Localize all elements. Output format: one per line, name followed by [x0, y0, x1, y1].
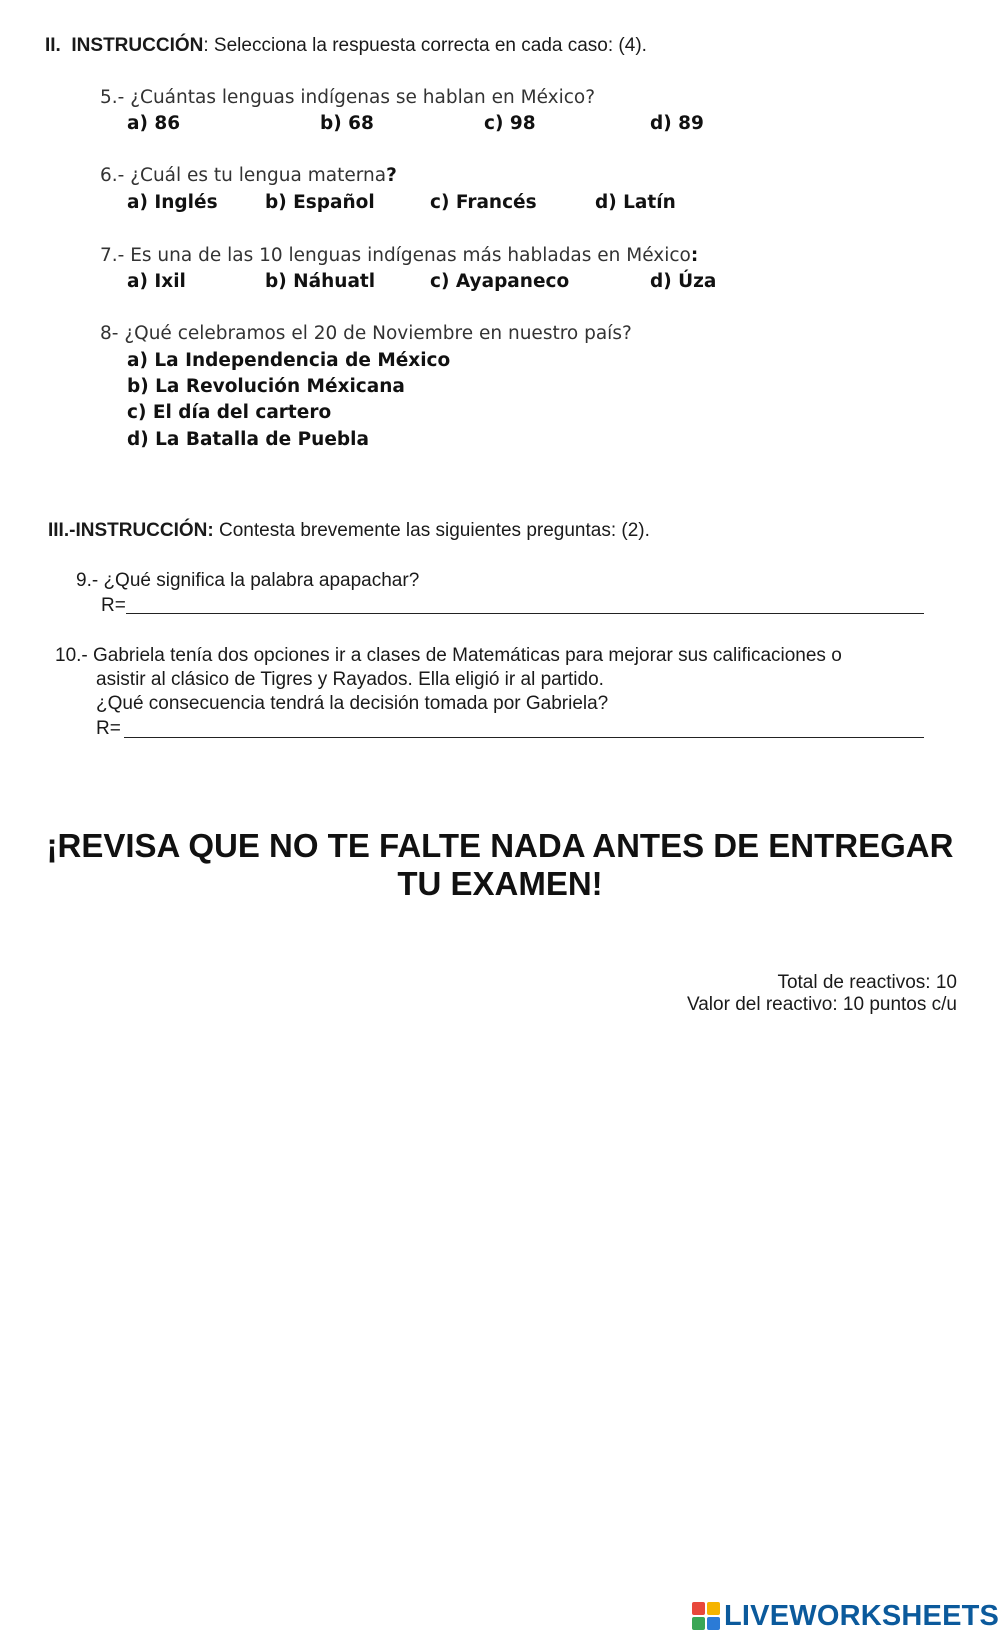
question-6 — [100, 165, 397, 186]
question-9-answer-field[interactable] — [126, 613, 924, 614]
question-6-option-b[interactable]: b) Español — [265, 192, 375, 213]
question-10-answer-label: R= — [96, 718, 121, 739]
valor-reactivo: Valor del reactivo: 10 puntos c/u — [686, 994, 957, 1015]
question-8-option-a[interactable]: a) La Independencia de México — [127, 350, 451, 371]
liveworksheets-logo-text: LIVEWORKSHEETS — [724, 1599, 1000, 1632]
question-7-suffix: : — [690, 245, 699, 266]
question-5-option-a[interactable]: a) 86 — [127, 113, 181, 134]
section-2-keyword: INSTRUCCIÓN — [71, 35, 204, 56]
section-3-instruction — [48, 520, 650, 542]
section-2-label: II. — [45, 35, 61, 56]
question-7-option-d[interactable]: d) Úza — [650, 271, 717, 292]
logo-block-3 — [692, 1617, 705, 1630]
section-2-text: : Selecciona la respuesta correcta en cada caso: (4). — [203, 35, 647, 56]
liveworksheets-logo-icon — [692, 1602, 720, 1630]
reminder-banner-line-1: ¡REVISA QUE NO TE FALTE NADA ANTES DE ENTREGAR — [46, 827, 954, 864]
logo-block-1 — [692, 1602, 705, 1615]
question-10-line-3: ¿Qué consecuencia tendrá la decisión tomada por Gabriela? — [96, 693, 609, 714]
section-3-keyword: III.-INSTRUCCIÓN: — [48, 520, 214, 541]
question-6-option-c[interactable]: c) Francés — [430, 192, 537, 213]
question-7-text: 7.- Es una de las 10 lenguas indígenas más habladas en México — [100, 245, 691, 266]
question-5-option-c[interactable]: c) 98 — [484, 113, 536, 134]
total-reactivos: Total de reactivos: 10 — [777, 972, 957, 993]
question-6-text: 6.- ¿Cuál es tu lengua materna — [100, 165, 387, 186]
question-7 — [100, 245, 698, 266]
logo-block-2 — [707, 1602, 720, 1615]
question-10-line-2: asistir al clásico de Tigres y Rayados. Ella eligió ir al partido. — [96, 669, 604, 690]
question-5-text: 5.- ¿Cuántas lenguas indígenas se hablan en México? — [100, 87, 596, 108]
question-9-answer-label: R= — [101, 595, 126, 616]
section-3-text: Contesta brevemente las siguientes preguntas: (2). — [213, 520, 650, 541]
question-9-text: 9.- ¿Qué significa la palabra apapachar? — [76, 570, 420, 591]
section-2-instruction — [45, 35, 647, 57]
question-8-option-c[interactable]: c) El día del cartero — [127, 402, 332, 423]
reminder-banner-line-2: TU EXAMEN! — [397, 865, 603, 902]
question-7-option-b[interactable]: b) Náhuatl — [265, 271, 376, 292]
question-10-answer-field[interactable] — [124, 737, 924, 738]
question-8-option-d[interactable]: d) La Batalla de Puebla — [127, 429, 369, 450]
question-6-option-d[interactable]: d) Latín — [595, 192, 676, 213]
question-8-text: 8- ¿Qué celebramos el 20 de Noviembre en nuestro país? — [100, 323, 632, 344]
logo-block-4 — [707, 1617, 720, 1630]
question-5-option-b[interactable]: b) 68 — [320, 113, 374, 134]
question-8-option-b[interactable]: b) La Revolución Méxicana — [127, 376, 405, 397]
question-7-option-a[interactable]: a) Ixil — [127, 271, 186, 292]
question-10-line-1: 10.- Gabriela tenía dos opciones ir a clases de Matemáticas para mejorar sus calificaciones o — [55, 645, 842, 666]
question-6-suffix: ? — [386, 165, 397, 186]
question-5-option-d[interactable]: d) 89 — [650, 113, 704, 134]
liveworksheets-logo — [692, 1598, 999, 1634]
question-6-option-a[interactable]: a) Inglés — [127, 192, 218, 213]
question-7-option-c[interactable]: c) Ayapaneco — [430, 271, 570, 292]
